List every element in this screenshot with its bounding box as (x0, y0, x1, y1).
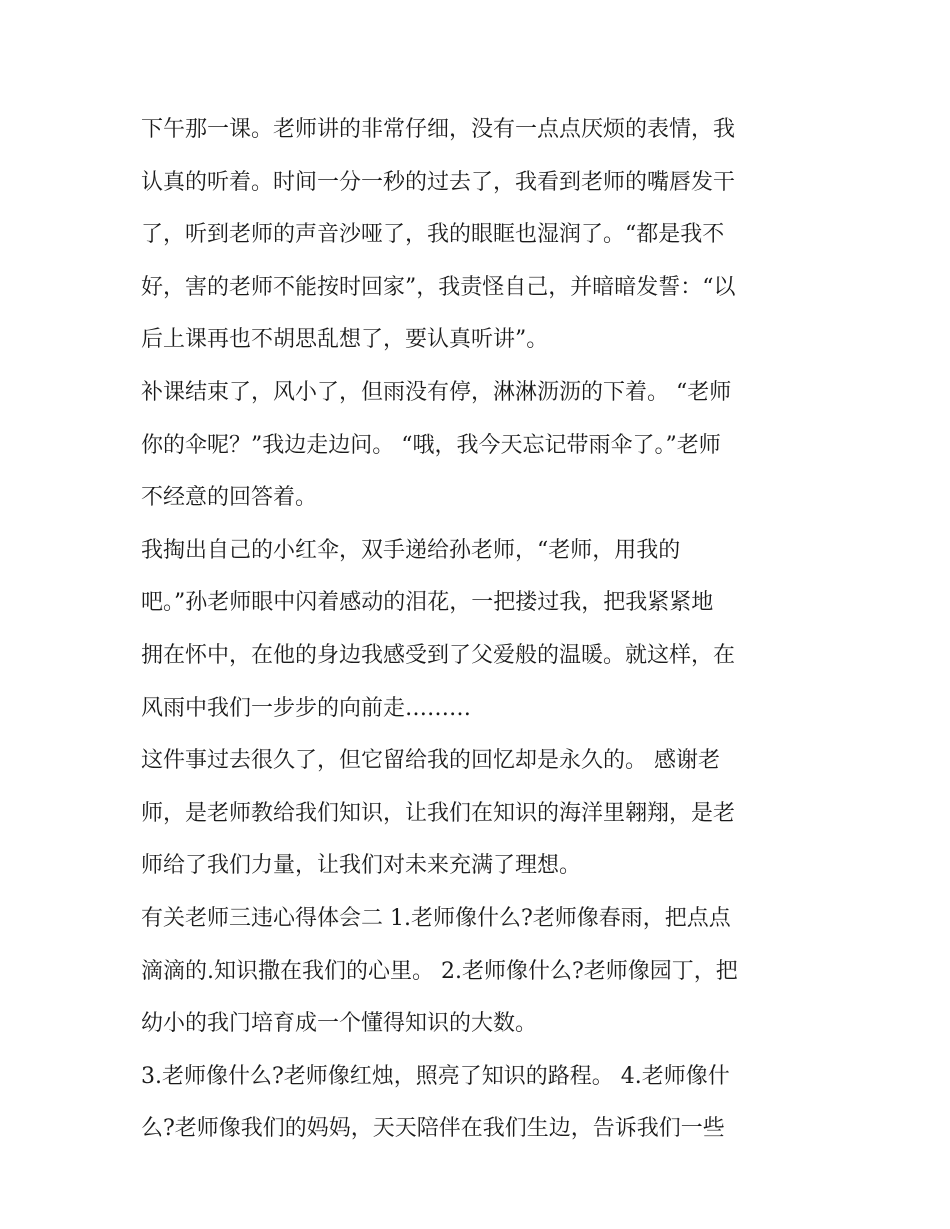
text-line: 师给了我们力量，让我们对未来充满了理想。 (141, 853, 582, 879)
text-line: 下午那一课。老师讲的非常仔细，没有一点点厌烦的表情，我 (141, 117, 736, 142)
text-line: 这件事过去很久了，但它留给我的回忆却是永久的。 感谢老 (141, 748, 720, 774)
text-line: 补课结束了，风小了，但雨没有停，淋淋沥沥的下着。 “老师 (141, 379, 732, 405)
text-line: 不经意的回答着。 (141, 485, 318, 511)
text-line: 么?老师像我们的妈妈，天天陪伴在我们生边，告诉我们一些 (141, 1116, 725, 1142)
text-line: 好，害的老师不能按时回家”，我责怪自己，并暗暗发誓：“以 (141, 274, 736, 300)
body-text (141, 108, 831, 1160)
text-line: 吧。”孙老师眼中闪着感动的泪花，一把搂过我，把我紧紧地 (141, 590, 714, 616)
text-line: 3.老师像什么?老师像红烛，照亮了知识的路程。 4.老师像什 (141, 1063, 730, 1089)
text-line: 滴滴的.知识撒在我们的心里。 2.老师像什么?老师像园丁，把 (141, 958, 738, 984)
text-line: 有关老师三违心得体会二 1.老师像什么?老师像春雨，把点点 (141, 905, 731, 931)
text-line: 风雨中我们一步步的向前走……… (141, 695, 472, 721)
text-line: 你的伞呢？”我边走边问。 “哦，我今天忘记带雨伞了。”老师 (141, 432, 721, 458)
text-line: 后上课再也不胡思乱想了，要认真听讲”。 (141, 327, 549, 353)
text-line: 拥在怀中，在他的身边我感受到了父爱般的温暖。就这样，在 (141, 642, 736, 668)
text-line: 了，听到老师的声音沙哑了，我的眼眶也湿润了。“都是我不 (141, 222, 725, 248)
text-line: 我掏出自己的小红伞，双手递给孙老师，“老师，用我的 (141, 537, 681, 563)
text-line: 师，是老师教给我们知识，让我们在知识的海洋里翱翔，是老 (141, 800, 736, 826)
text-line: 幼小的我门培育成一个懂得知识的大数。 (141, 1011, 538, 1037)
text-line: 认真的听着。时间一分一秒的过去了，我看到老师的嘴唇发干 (141, 169, 736, 195)
